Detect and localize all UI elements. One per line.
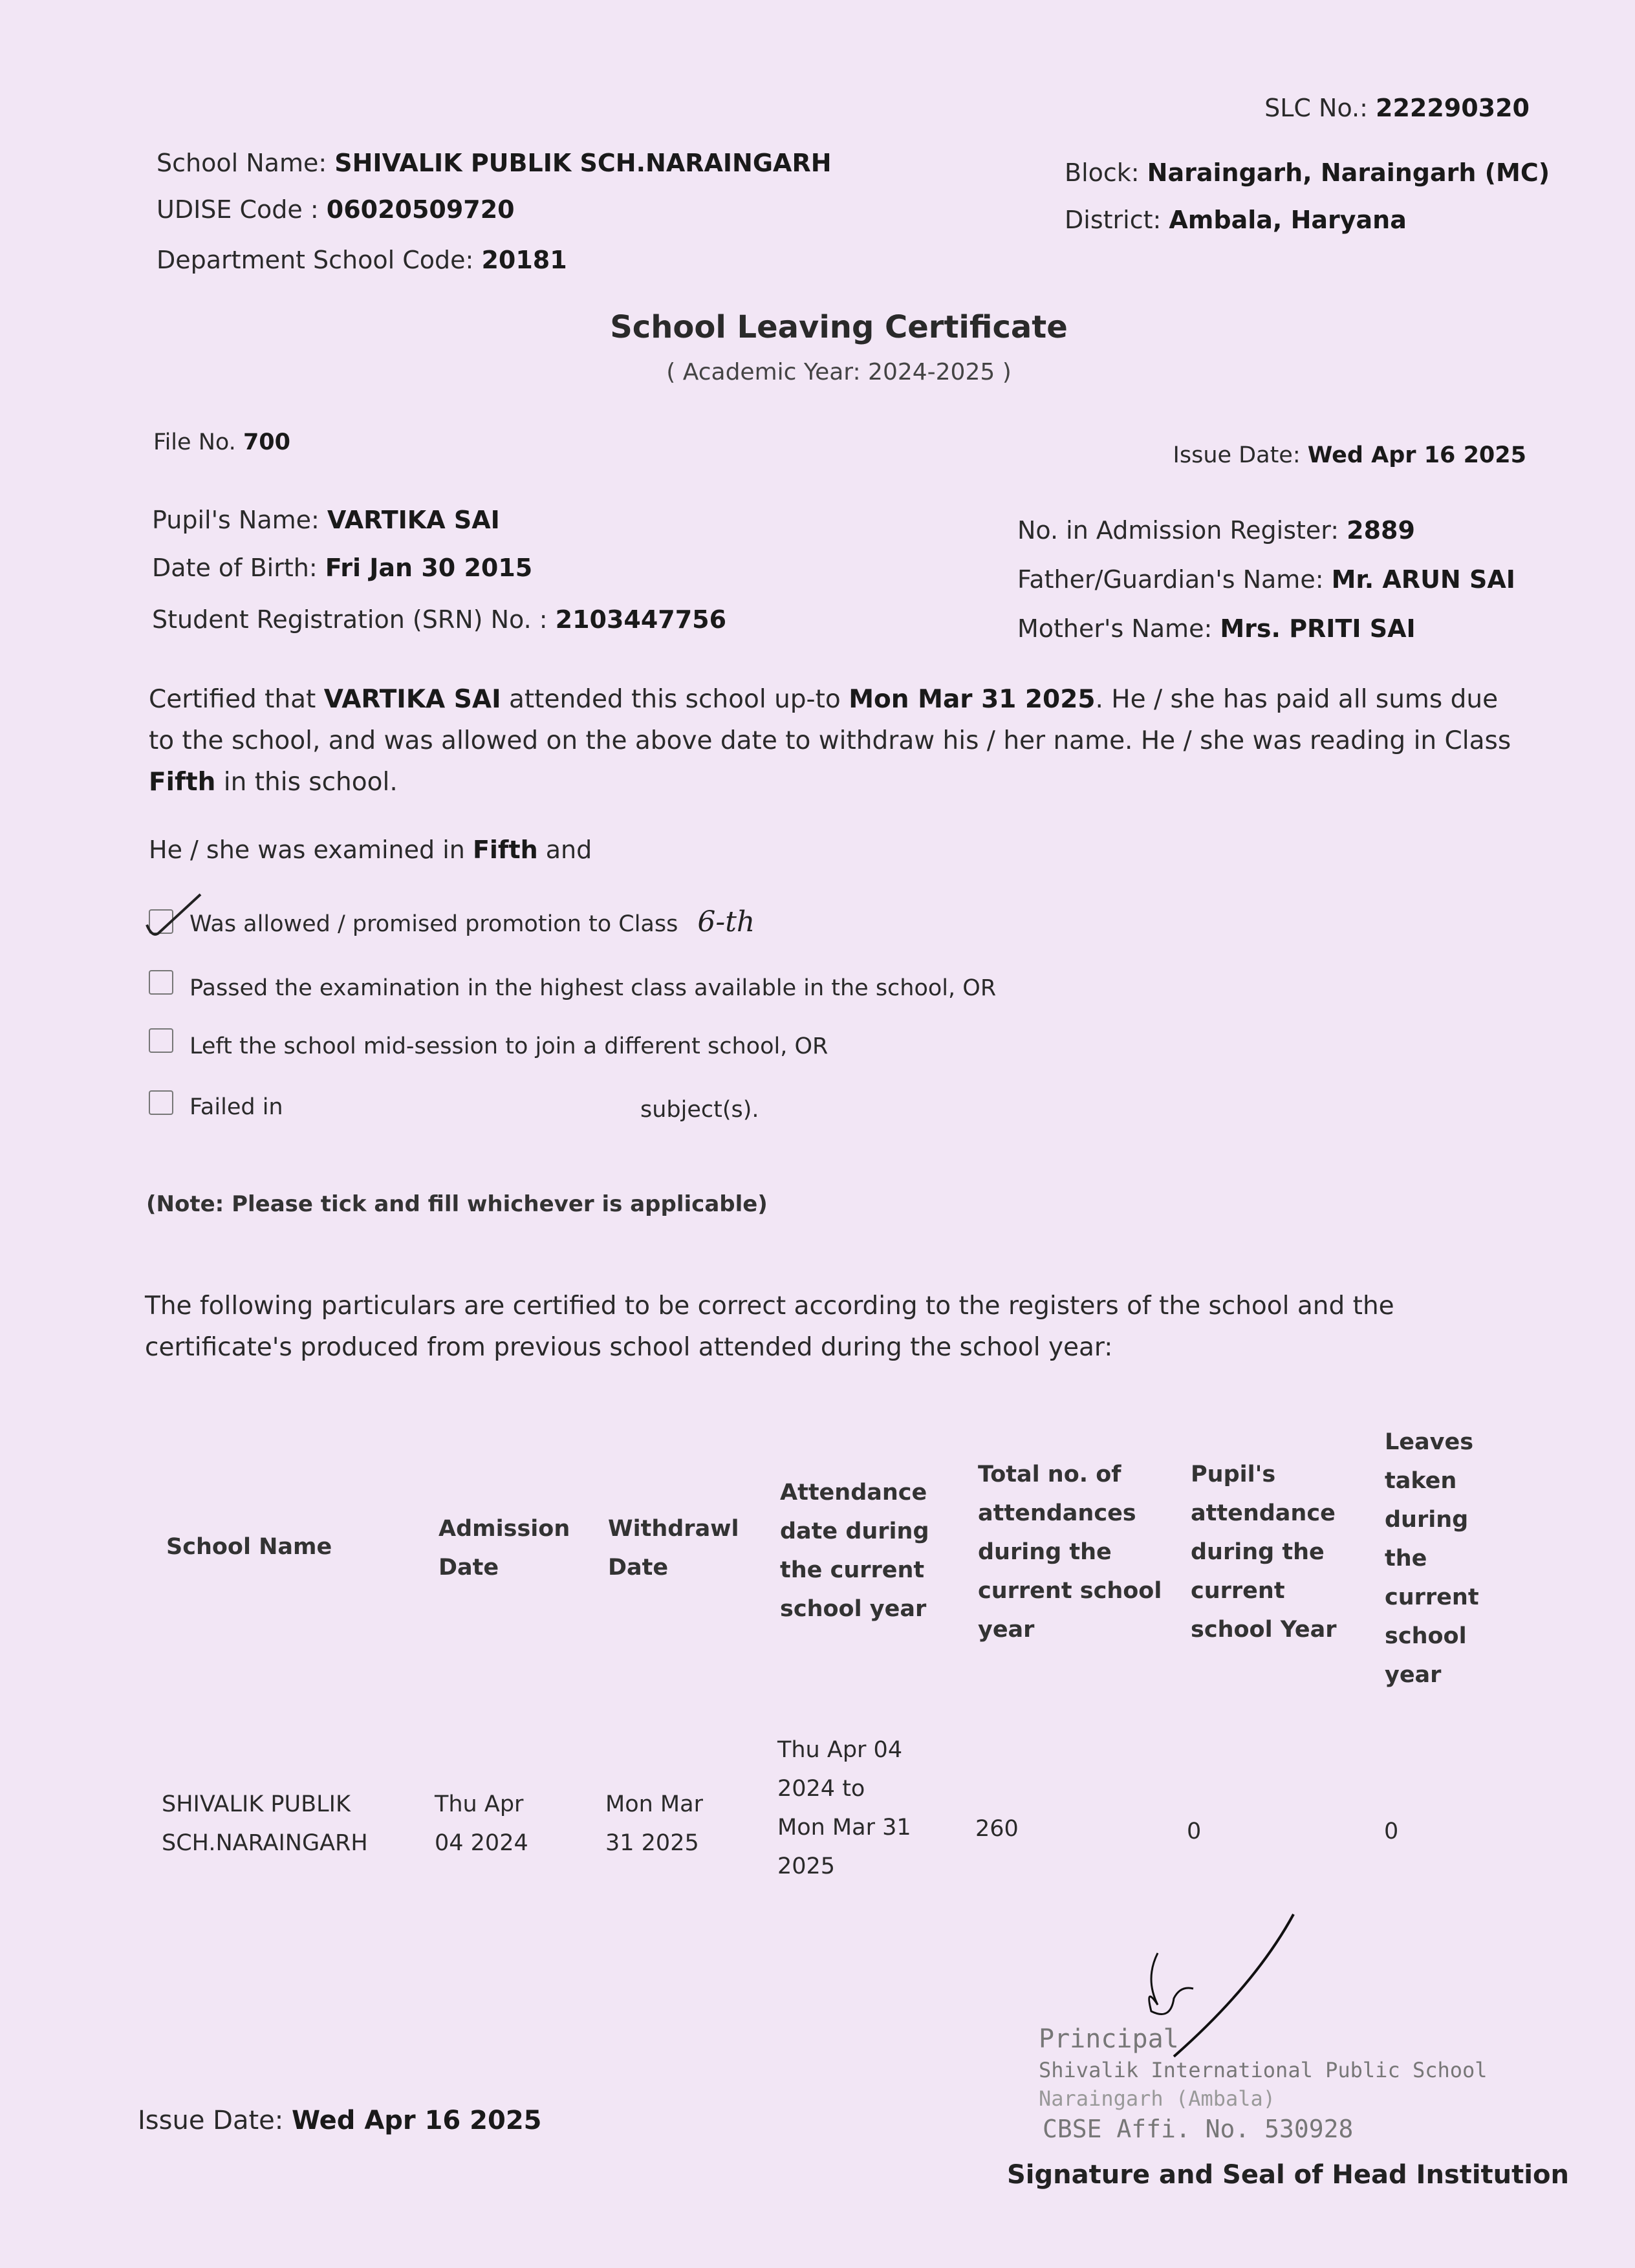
option-suffix: subject(s). xyxy=(640,1097,759,1123)
header-leaves-taken: Leaves taken during the current school year xyxy=(1385,1429,1479,1688)
cell-school-name: SHIVALIK PUBLIK SCH.NARAINGARH xyxy=(162,1791,368,1856)
principal-signature xyxy=(1061,1908,1306,2063)
header-withdrawl-date: Withdrawl Date xyxy=(608,1516,739,1581)
stamp-line-1: Principal xyxy=(1039,2024,1179,2054)
issue-date-bottom: Issue Date: Wed Apr 16 2025 xyxy=(138,2106,542,2135)
slc-number: SLC No.: 222290320 xyxy=(1264,94,1530,122)
handwritten-class: 6-th xyxy=(697,905,755,938)
option-label: Failed in xyxy=(189,1094,283,1120)
checkbox[interactable] xyxy=(149,1090,173,1115)
header-pupil-attendance: Pupil's attendance during the current school Year xyxy=(1191,1462,1337,1643)
header-attendance-date: Attendance date during the current school year xyxy=(780,1480,929,1622)
checkbox[interactable] xyxy=(149,1028,173,1053)
examined-line: He / she was examined in Fifth and xyxy=(149,836,592,864)
school-name: School Name: SHIVALIK PUBLIK SCH.NARAINGARH xyxy=(157,149,832,177)
signature-label: Signature and Seal of Head Institution xyxy=(1007,2160,1569,2190)
checkbox[interactable] xyxy=(149,970,173,995)
district: District: Ambala, Haryana xyxy=(1065,206,1407,234)
cell-total-attendances: 260 xyxy=(975,1816,1019,1842)
admission-register-number: No. in Admission Register: 2889 xyxy=(1017,516,1415,545)
srn-number: Student Registration (SRN) No. : 2103447756 xyxy=(152,605,727,634)
pupil-name: Pupil's Name: VARTIKA SAI xyxy=(152,506,500,534)
option-label: Passed the examination in the highest class available in the school, OR xyxy=(189,975,997,1001)
cell-pupil-attendance: 0 xyxy=(1187,1819,1202,1844)
file-number: File No. 700 xyxy=(153,429,291,455)
cell-admission-date: Thu Apr 04 2024 xyxy=(435,1791,528,1856)
stamp-line-4: CBSE Affi. No. 530928 xyxy=(1043,2115,1354,2143)
option-label: Left the school mid-session to join a different school, OR xyxy=(189,1033,828,1059)
note: (Note: Please tick and fill whichever is applicable) xyxy=(146,1191,768,1217)
father-name: Father/Guardian's Name: Mr. ARUN SAI xyxy=(1017,565,1515,594)
issue-date-top: Issue Date: Wed Apr 16 2025 xyxy=(1173,442,1526,468)
cell-leaves-taken: 0 xyxy=(1384,1819,1399,1844)
mother-name: Mother's Name: Mrs. PRITI SAI xyxy=(1017,614,1416,643)
cell-withdrawl-date: Mon Mar 31 2025 xyxy=(605,1791,703,1856)
page-title: School Leaving Certificate xyxy=(610,309,1068,345)
certified-paragraph: Certified that VARTIKA SAI attended this school up-to Mon Mar 31 2025. He / she has paid all sums due to the school, and was allowed on the above date to withdraw his / her name. He / she was reading in Class Fifth in this school. xyxy=(149,685,1511,797)
particulars-paragraph: The following particulars are certified to be correct according to the registers of the school and the certificate's produced from previous school attended during the school year: xyxy=(145,1291,1394,1362)
cell-attendance-date: Thu Apr 04 2024 to Mon Mar 31 2025 xyxy=(777,1737,911,1879)
header-admission-date: Admission Date xyxy=(439,1516,570,1581)
header-total-attendances: Total no. of attendances during the current school year xyxy=(978,1462,1162,1643)
udise-code: UDISE Code : 06020509720 xyxy=(157,195,515,224)
stamp-line-3: Naraingarh (Ambala) xyxy=(1039,2086,1276,2111)
stamp-line-2: Shivalik International Public School xyxy=(1039,2058,1488,2082)
academic-year: ( Academic Year: 2024-2025 ) xyxy=(666,359,1012,385)
block: Block: Naraingarh, Naraingarh (MC) xyxy=(1065,158,1550,187)
header-school-name: School Name xyxy=(166,1534,332,1560)
date-of-birth: Date of Birth: Fri Jan 30 2015 xyxy=(152,554,533,582)
department-school-code: Department School Code: 20181 xyxy=(157,246,567,274)
option-label: Was allowed / promised promotion to Class xyxy=(189,911,678,937)
